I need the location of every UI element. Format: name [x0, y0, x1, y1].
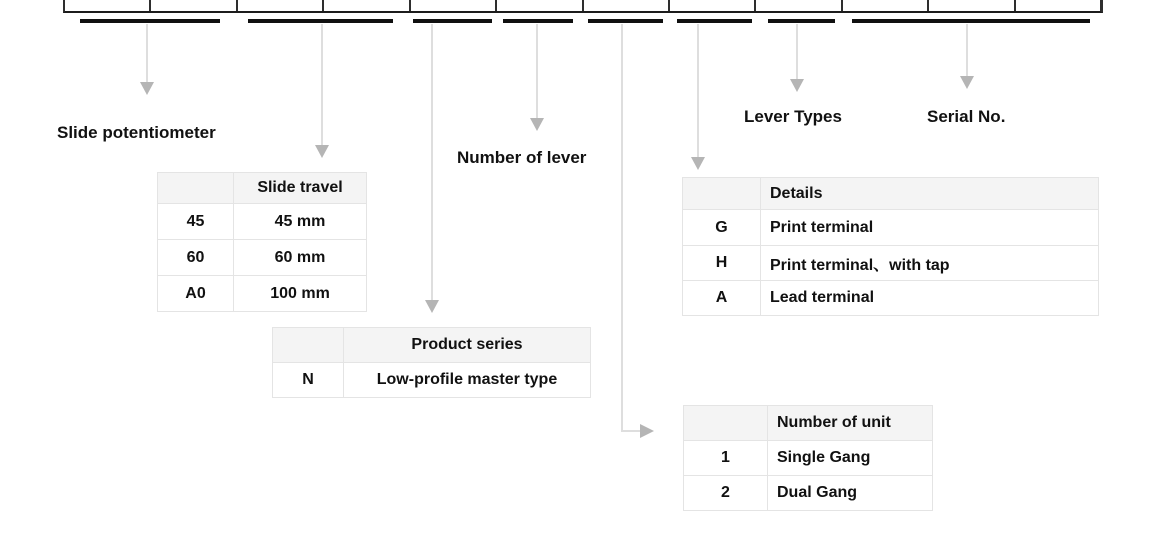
code-cell	[151, 0, 237, 11]
segment-bar-number-of-unit	[588, 19, 663, 23]
arrow-right-icon	[640, 424, 654, 438]
segment-bar-details	[677, 19, 752, 23]
product-series-table	[272, 327, 591, 398]
code-meaning: Dual Gang	[768, 476, 933, 511]
code-meaning: Low-profile master type	[344, 363, 591, 398]
table-row	[684, 441, 933, 476]
code-value: A	[683, 281, 761, 316]
code-value: G	[683, 210, 761, 246]
details-table	[682, 177, 1099, 316]
segment-bar-number-of-lever	[503, 19, 573, 23]
code-value: 2	[684, 476, 768, 511]
part-number-code-row	[63, 0, 1103, 13]
header-cell: Details	[761, 178, 1099, 210]
code-value: H	[683, 246, 761, 281]
header-cell: Slide travel	[234, 173, 367, 204]
arrow-down-icon	[530, 118, 544, 131]
code-value: 1	[684, 441, 768, 476]
arrow-line-number-of-unit	[621, 24, 623, 431]
table-row	[158, 204, 367, 240]
arrow-down-icon	[960, 76, 974, 89]
code-value: 45	[158, 204, 234, 240]
arrow-down-icon	[691, 157, 705, 170]
header-cell	[684, 406, 768, 441]
table-header-row	[158, 173, 367, 204]
segment-bar-serial-no	[852, 19, 1090, 23]
code-meaning: 45 mm	[234, 204, 367, 240]
table-row	[683, 246, 1099, 281]
table-row	[273, 363, 591, 398]
header-cell	[683, 178, 761, 210]
arrow-line-lever-types	[796, 24, 798, 79]
code-cell	[411, 0, 497, 11]
code-meaning: Print terminal、with tap	[761, 246, 1099, 281]
code-cell	[843, 0, 929, 11]
code-meaning: 100 mm	[234, 276, 367, 312]
arrow-line-serial-no	[966, 24, 968, 76]
arrow-down-icon	[315, 145, 329, 158]
code-cell	[670, 0, 756, 11]
arrow-down-icon	[790, 79, 804, 92]
table-header-row	[273, 328, 591, 363]
label-serial-no: Serial No.	[927, 107, 1006, 126]
code-cell	[65, 0, 151, 11]
segment-bar-product-series	[413, 19, 492, 23]
arrow-elbow-number-of-unit	[621, 430, 640, 432]
code-cell	[238, 0, 324, 11]
code-meaning: Single Gang	[768, 441, 933, 476]
code-value: N	[273, 363, 344, 398]
table-row	[683, 210, 1099, 246]
slide-travel-table	[157, 172, 367, 312]
arrow-down-icon	[425, 300, 439, 313]
code-cell	[756, 0, 842, 11]
arrow-line-product-series	[431, 24, 433, 300]
code-meaning: Print terminal	[761, 210, 1099, 246]
label-lever-types: Lever Types	[744, 107, 842, 126]
code-meaning: 60 mm	[234, 240, 367, 276]
header-cell: Number of unit	[768, 406, 933, 441]
table-row	[158, 276, 367, 312]
label-slide-potentiometer: Slide potentiometer	[57, 123, 216, 142]
code-meaning: Lead terminal	[761, 281, 1099, 316]
table-header-row	[684, 406, 933, 441]
segment-bar-lever-types	[768, 19, 835, 23]
arrow-line-slide-travel	[321, 24, 323, 145]
header-cell: Product series	[344, 328, 591, 363]
code-cell	[929, 0, 1015, 11]
arrow-line-details	[697, 24, 699, 157]
arrow-line-slide-potentiometer	[146, 24, 148, 82]
arrow-down-icon	[140, 82, 154, 95]
segment-bar-slide-travel	[248, 19, 393, 23]
code-cell	[1016, 0, 1100, 11]
arrow-line-number-of-lever	[536, 24, 538, 118]
label-number-of-lever: Number of lever	[457, 148, 587, 167]
table-header-row	[683, 178, 1099, 210]
code-cell	[497, 0, 583, 11]
table-row	[683, 281, 1099, 316]
code-value: A0	[158, 276, 234, 312]
table-row	[684, 476, 933, 511]
header-cell	[273, 328, 344, 363]
table-row	[158, 240, 367, 276]
code-cell	[584, 0, 670, 11]
code-value: 60	[158, 240, 234, 276]
code-cell	[324, 0, 410, 11]
number-of-unit-table	[683, 405, 933, 511]
header-cell	[158, 173, 234, 204]
segment-bar-slide-potentiometer	[80, 19, 220, 23]
